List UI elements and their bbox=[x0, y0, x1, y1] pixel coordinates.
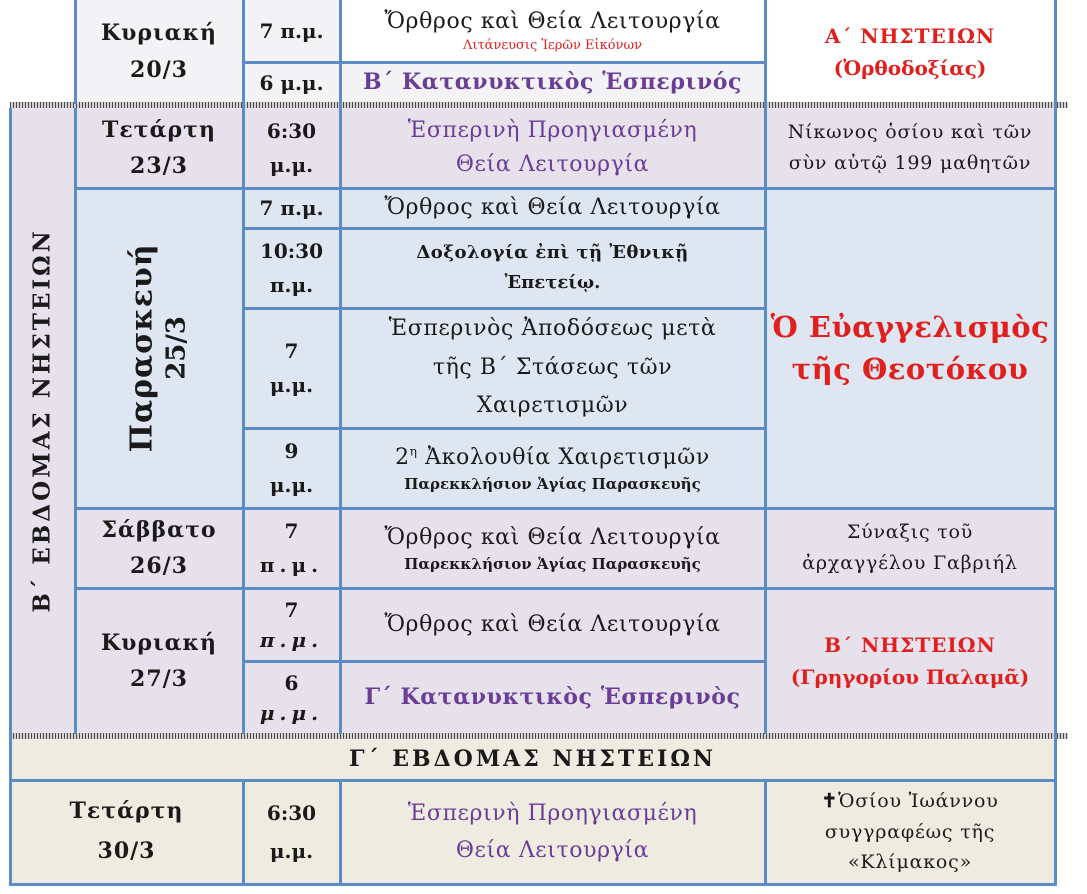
time-cell bbox=[243, 188, 340, 228]
grid-line bbox=[339, 780, 342, 886]
feast-title: Β΄ ΝΗΣΤΕΙΩΝ bbox=[824, 633, 996, 657]
grid-line bbox=[243, 660, 765, 663]
week-label: Β΄ ΕΒΔΟΜΑΣ ΝΗΣΤΕΙΩΝ bbox=[28, 228, 56, 614]
service-location: Παρεκκλήσιον Ἁγίας Παρασκευῆς bbox=[404, 555, 701, 574]
service-cell bbox=[340, 0, 765, 62]
week-label: Γ΄ ΕΒΔΟΜΑΣ ΝΗΣΤΕΙΩΝ bbox=[348, 745, 717, 772]
service-time: 6:30 bbox=[266, 801, 317, 825]
time-cell bbox=[243, 661, 340, 734]
service-title: Ὄρθρος καὶ Θεία Λειτουργία bbox=[384, 525, 721, 551]
service-time-unit: μ.μ. bbox=[269, 839, 314, 863]
day-cell-wed-30 bbox=[10, 780, 243, 884]
service-time-unit: π.μ. bbox=[259, 553, 324, 577]
grid-line bbox=[1054, 0, 1057, 886]
day-date: 25/3 bbox=[161, 316, 192, 380]
service-cell bbox=[340, 508, 765, 588]
day-cell-sat-26 bbox=[75, 508, 243, 588]
grid-line bbox=[9, 108, 12, 886]
week-label-cell bbox=[10, 108, 75, 734]
service-cell bbox=[340, 308, 765, 428]
feast-subtitle: (Γρηγορίου Παλαμᾶ) bbox=[790, 665, 1030, 689]
day-date: 23/3 bbox=[130, 153, 188, 179]
day-vertical bbox=[124, 244, 194, 453]
time-cell bbox=[243, 228, 340, 308]
service-title-text: Ἀκολουθία Χαιρετισμῶν bbox=[417, 445, 710, 471]
day-name: Κυριακή bbox=[100, 20, 218, 47]
time-cell bbox=[243, 428, 340, 508]
service-time: 10:30 bbox=[259, 239, 324, 263]
service-time-unit: μ.μ. bbox=[259, 700, 324, 725]
ordinal-suffix: η bbox=[409, 445, 418, 460]
grid-line bbox=[243, 227, 765, 230]
week-header bbox=[10, 739, 1055, 780]
service-time-unit: μ.μ. bbox=[269, 153, 314, 177]
service-cell bbox=[340, 780, 765, 884]
service-subtitle: Λιτάνευσις Ἱερῶν Εἰκόνων bbox=[463, 38, 642, 54]
service-time: 9 bbox=[284, 439, 299, 463]
service-time-unit: π.μ. bbox=[269, 273, 314, 297]
service-title: Ὄρθρος καὶ Θεία Λειτουργία bbox=[384, 9, 721, 35]
service-time: 7 bbox=[284, 519, 299, 543]
service-cell bbox=[340, 228, 765, 308]
service-title-cont: Θεία Λειτουργία bbox=[455, 152, 650, 177]
feast-text-cont: ἀρχαγγέλου Γαβριήλ bbox=[802, 552, 1018, 574]
day-date: 27/3 bbox=[130, 666, 188, 692]
grid-line bbox=[764, 780, 767, 886]
feast-cell bbox=[765, 780, 1055, 884]
service-cell bbox=[340, 428, 765, 508]
grid-line bbox=[75, 507, 1056, 510]
day-cell-fri-25 bbox=[75, 188, 243, 508]
service-cell bbox=[340, 188, 765, 228]
feast-text-cont: «Κλίμακος» bbox=[847, 851, 973, 874]
time-cell bbox=[243, 780, 340, 884]
feast-subtitle: (Ὀρθοδοξίας) bbox=[833, 55, 987, 80]
service-title: Ἑσπερινὸς Ἀποδόσεως μετὰ bbox=[388, 316, 717, 342]
day-name: Τετάρτη bbox=[102, 116, 216, 143]
service-title: Γ΄ Κατανυκτικὸς Ἑσπερινὸς bbox=[364, 683, 741, 710]
grid-line bbox=[75, 187, 1056, 190]
feast-text: Σύναξις τοῦ bbox=[846, 520, 974, 543]
service-cell bbox=[340, 108, 765, 188]
service-cell bbox=[340, 588, 765, 661]
grid-line bbox=[74, 0, 77, 104]
grid-line bbox=[339, 0, 342, 734]
feast-cell bbox=[765, 108, 1055, 188]
feast-title-cont: τῆς Θεοτόκου bbox=[791, 352, 1029, 386]
service-title bbox=[395, 441, 710, 474]
feast-text-cont: σὺν αὐτῷ 199 μαθητῶν bbox=[788, 152, 1032, 174]
ordinal-number: 2 bbox=[395, 445, 410, 471]
feast-text-main: Ὁσίου Ἰωάννου bbox=[838, 790, 999, 813]
service-time-unit: μ.μ. bbox=[269, 473, 314, 497]
service-title-cont: Ἐπετείῳ. bbox=[504, 272, 601, 293]
time-cell bbox=[243, 308, 340, 428]
service-title-cont: Χαιρετισμῶν bbox=[476, 393, 629, 419]
day-cell-sun-27 bbox=[75, 588, 243, 734]
feast-text bbox=[821, 786, 998, 816]
feast-title: Ὁ Εὐαγγελισμὸς bbox=[770, 309, 1050, 344]
day-date: 26/3 bbox=[130, 553, 188, 579]
day-cell-wed-23 bbox=[75, 108, 243, 188]
service-title: Δοξολογία ἐπὶ τῇ Ἐθνικῇ bbox=[416, 242, 689, 264]
grid-line bbox=[75, 587, 1056, 590]
grid-line bbox=[243, 61, 765, 64]
feast-text: Νίκωνος ὁσίου καὶ τῶν bbox=[787, 120, 1033, 143]
service-cell bbox=[340, 62, 765, 103]
service-time: 6 bbox=[284, 670, 299, 695]
service-time-unit: μ.μ. bbox=[269, 373, 314, 397]
feast-title: Α΄ ΝΗΣΤΕΙΩΝ bbox=[824, 23, 996, 48]
service-title: Ὄρθρος καὶ Θεία Λειτουργία bbox=[384, 195, 721, 221]
feast-text-cont: συγγραφέως τῆς bbox=[824, 820, 996, 843]
service-time: 6:30 bbox=[266, 119, 317, 143]
service-time: 6 μ.μ. bbox=[259, 70, 324, 95]
service-title: Ἑσπερινὴ Προηγιασμένη bbox=[407, 800, 698, 826]
time-cell bbox=[243, 0, 340, 62]
time-cell bbox=[243, 108, 340, 188]
feast-cell bbox=[765, 0, 1055, 103]
service-title-cont: Θεία Λειτουργία bbox=[455, 838, 650, 863]
service-time: 7 π.μ. bbox=[259, 19, 324, 43]
day-cell-sun-20 bbox=[75, 0, 243, 103]
day-name: Παρασκευή bbox=[124, 243, 160, 453]
grid-line bbox=[74, 108, 77, 734]
time-cell bbox=[243, 588, 340, 661]
day-name: Κυριακή bbox=[100, 629, 218, 656]
grid-line bbox=[764, 0, 767, 734]
feast-cell bbox=[765, 588, 1055, 734]
service-time: 7 bbox=[284, 339, 299, 363]
service-title: Β΄ Κατανυκτικὸς Ἑσπερινός bbox=[362, 68, 743, 95]
grid-line bbox=[9, 883, 1057, 886]
time-cell bbox=[243, 508, 340, 588]
service-time: 7 bbox=[284, 597, 299, 622]
grid-line bbox=[243, 427, 765, 430]
day-name: Τετάρτη bbox=[69, 798, 184, 825]
cross-icon: ✝ bbox=[821, 790, 839, 813]
day-date: 30/3 bbox=[97, 838, 156, 864]
grid-line bbox=[242, 0, 245, 734]
day-date: 20/3 bbox=[130, 56, 188, 83]
time-cell bbox=[243, 62, 340, 103]
feast-cell bbox=[765, 188, 1055, 508]
day-name: Σάββατο bbox=[101, 516, 217, 543]
service-title: Ἑσπερινὴ Προηγιασμένη bbox=[407, 117, 698, 143]
service-time: 7 π.μ. bbox=[259, 196, 324, 220]
grid-line bbox=[243, 307, 765, 310]
feast-cell bbox=[765, 508, 1055, 588]
service-cell bbox=[340, 661, 765, 734]
service-title: Ὄρθρος καὶ Θεία Λειτουργία bbox=[384, 611, 721, 637]
service-title-cont: τῆς Β΄ Στάσεως τῶν bbox=[432, 354, 673, 380]
grid-line bbox=[10, 779, 1056, 782]
service-time-unit: π.μ. bbox=[259, 627, 324, 652]
grid-line bbox=[242, 780, 245, 886]
week-a-spine bbox=[0, 0, 75, 103]
service-location: Παρεκκλήσιον Ἁγίας Παρασκευῆς bbox=[404, 475, 701, 494]
